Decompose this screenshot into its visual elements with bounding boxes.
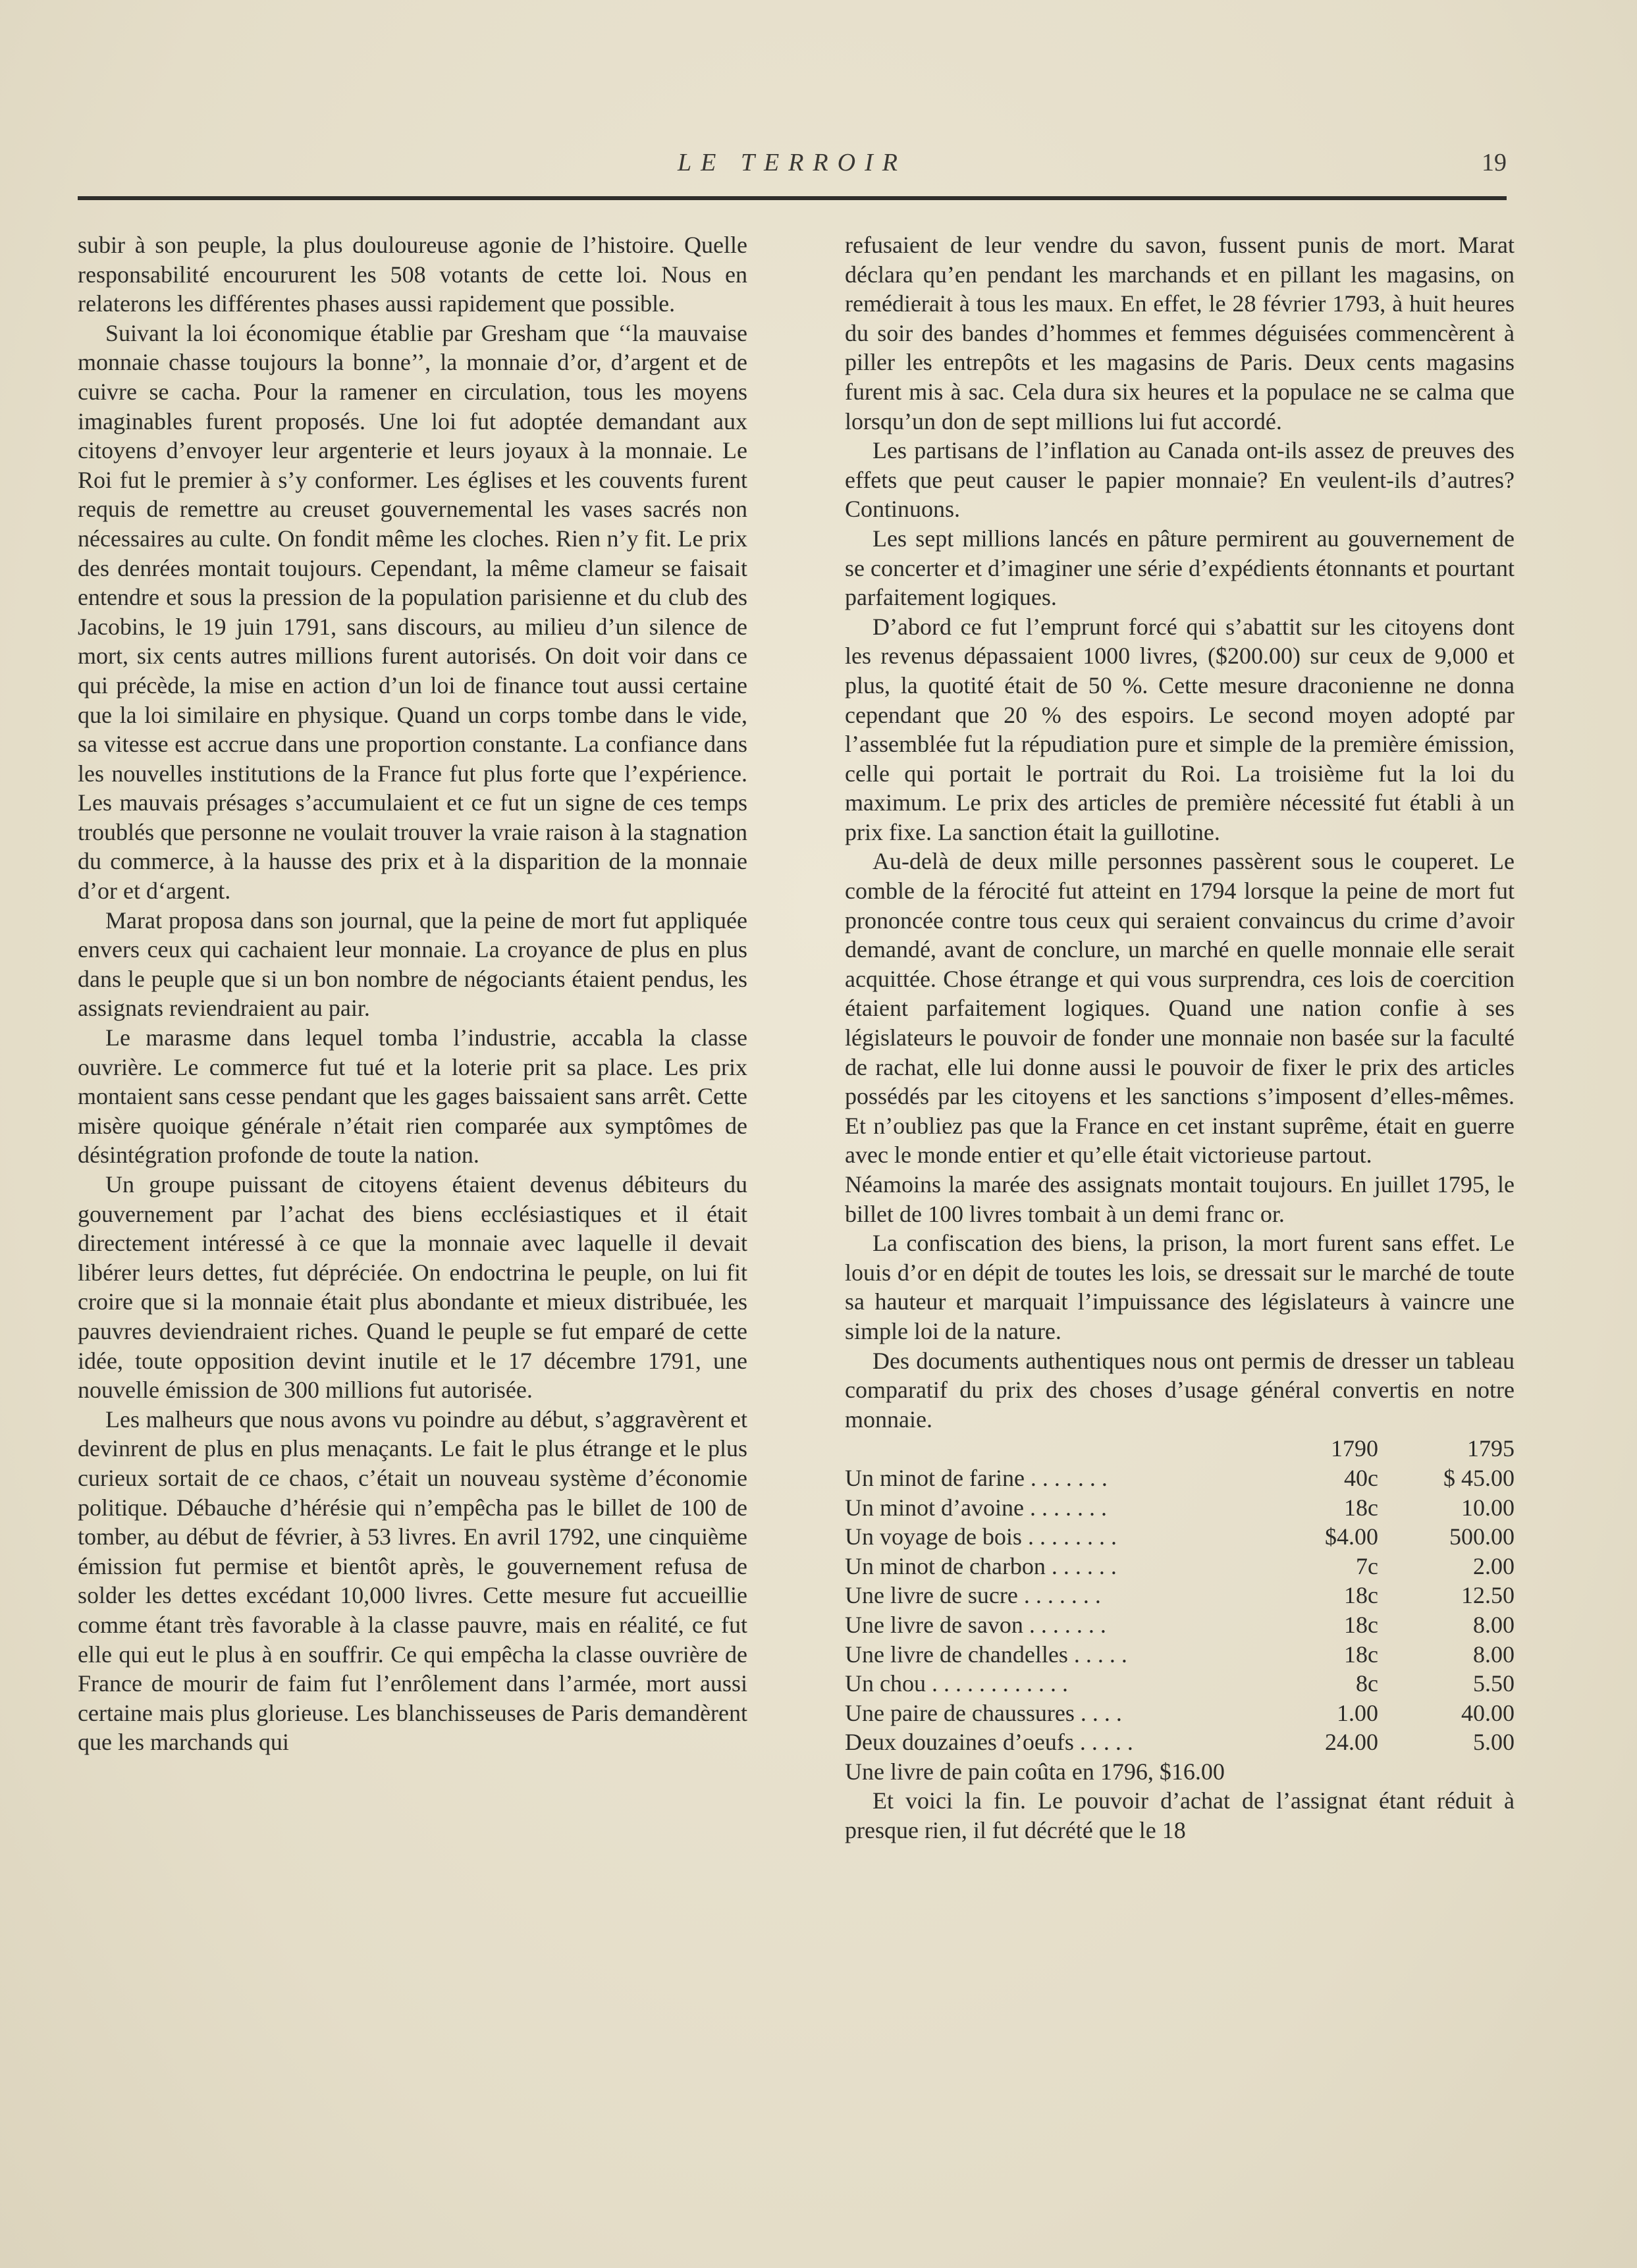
paragraph: subir à son peuple, la plus douloureuse agonie de l’histoire. Quelle responsabilité encoururent les 508 votants de cette loi. Nous en relaterons les différentes phases aussi rapidement que possible.: [78, 232, 747, 317]
price-item: Un minot d’avoine . . . . . . .: [845, 1494, 1107, 1521]
price-1795: 8.00: [1473, 1641, 1515, 1668]
price-1795: 5.50: [1473, 1670, 1515, 1697]
price-item: Un chou . . . . . . . . . . . .: [845, 1670, 1068, 1697]
price-row: [845, 1727, 1515, 1757]
price-item: Un voyage de bois . . . . . . . .: [845, 1523, 1117, 1550]
price-1795: 12.50: [1461, 1582, 1515, 1609]
right-column-text: [845, 230, 1515, 1434]
paragraph: Des documents authentiques nous ont permis de dresser un tableau comparatif du prix des choses d’usage général convertis en notre monnaie.: [845, 1347, 1515, 1433]
page-header: [78, 142, 1507, 188]
header-rule: [78, 196, 1507, 200]
price-1790: 24.00: [1325, 1729, 1378, 1756]
paragraph: Un groupe puissant de citoyens étaient devenus débiteurs du gouvernement par l’achat des biens ecclésiastiques et il était directement intéressé à ce que la monnaie avec laquelle il devait libérer leurs dettes, fut dépréciée. On endoctrina le peuple, on lui fit croire que si la monnaie était plus abondante et mieux distribuée, les pauvres deviendraient riches. Quand le peuple se fut emparé de cette idée, toute opposition devint inutile et le 17 décembre 1791, une nouvelle émission de 300 millions fut autorisée.: [78, 1171, 747, 1404]
price-comparison-table: [845, 1434, 1515, 1757]
price-1790: 7c: [1356, 1552, 1378, 1579]
left-column: [78, 230, 747, 1757]
price-1795: 500.00: [1449, 1523, 1515, 1550]
price-row: [845, 1699, 1515, 1728]
running-title: LE TERROIR: [678, 149, 907, 176]
paragraph: Suivant la loi économique établie par Gresham que ‘‘la mauvaise monnaie chasse toujours la bonne’’, la monnaie d’or, d’argent et de cuivre se cacha. Pour la ramener en circulation, tous les moyens imaginables furent proposés. Une loi fut adoptée demandant aux citoyens d’envoyer leur argenterie et leurs joyaux à la monnaie. Le Roi fut le premier à s’y conformer. Les églises et les couvents furent requis de remettre au creuset gouvernemental les vases sacrés non nécessaires au culte. On fondit même les cloches. Rien n’y fit. Le prix des denrées montait toujours. Cependant, la même clameur se faisait entendre et sous la pression de la population parisienne et du club des Jacobins, le 19 juin 1791, sans discours, au milieu d’un silence de mort, six cents autres millions furent autorisés. On doit voir dans ce qui précède, la mise en action d’un loi de finance tout aussi certaine que la loi similaire en physique. Quand un corps tombe dans le vide, sa vitesse est accrue dans une proportion constante. La confiance dans les nouvelles institutions de la France fut plus forte que l’expérience. Les mauvais présages s’accumulaient et ce fut un signe de ces temps troublés que personne ne voulait trouver la vraie raison à la stagnation du commerce, à la hausse des prix et à la disparition de la monnaie d’or et d‘argent.: [78, 319, 747, 905]
price-item: Une livre de chandelles . . . . .: [845, 1641, 1127, 1668]
right-column: [845, 230, 1515, 1845]
price-row: [845, 1464, 1515, 1493]
price-1795: 5.00: [1473, 1729, 1515, 1756]
price-1795: 2.00: [1473, 1552, 1515, 1579]
paragraph: Les partisans de l’inflation au Canada ont-ils assez de preuves des effets que peut causer le papier monnaie? En veulent-ils d’autres? Continuons.: [845, 437, 1515, 523]
price-item: Un minot de farine . . . . . . .: [845, 1464, 1108, 1491]
price-1790: 18c: [1344, 1582, 1378, 1609]
price-item: Une livre de savon . . . . . . .: [845, 1611, 1106, 1638]
price-1790: 18c: [1344, 1611, 1378, 1638]
after-table-text: [845, 1757, 1515, 1845]
year-1795-header: 1795: [1467, 1435, 1515, 1462]
paragraph: Les sept millions lancés en pâture permirent au gouvernement de se concerter et d’imaginer une série d’expédients étonnants et pourtant parfaitement logiques.: [845, 525, 1515, 611]
paragraph: Les malheurs que nous avons vu poindre au début, s’aggravèrent et devinrent de plus en plus menaçants. Le fait le plus étrange et le plus curieux sortait de ce chaos, c’était un nouveau système d’économie politique. Débauche d’hérésie qui n’empêcha pas le billet de 100 de tomber, au début de février, à 53 livres. En avril 1792, une cinquième émission fut permise et bientôt après, le gouvernement refusa de solder les dettes excédant 10,000 livres. Cette mesure fut accueillie comme étant très favorable à la classe pauvre, mais en réalité, ce fut elle qui eut le plus à en souffrir. Ce qui empêcha la classe ouvrière de France de mourir de faim fut l’enrôlement dans l’armée, mort aussi certaine mais plus glorieuse. Les blanchisseuses de Paris demandèrent que les marchands qui: [78, 1406, 747, 1756]
price-table-body: [845, 1464, 1515, 1757]
paragraph: Une livre de pain coûta en 1796, $16.00: [845, 1758, 1225, 1785]
price-row: [845, 1610, 1515, 1640]
paragraph: Et voici la fin. Le pouvoir d’achat de l’assignat étant réduit à presque rien, il fut décrété que le 18: [845, 1787, 1515, 1844]
price-1795: 40.00: [1461, 1699, 1515, 1726]
price-1795: $ 45.00: [1443, 1464, 1515, 1491]
price-1790: 40c: [1344, 1464, 1378, 1491]
price-row: [845, 1669, 1515, 1699]
price-item: Une paire de chaussures . . . .: [845, 1699, 1122, 1726]
paragraph: Néamoins la marée des assignats montait toujours. En juillet 1795, le billet de 100 livres tombait à un demi franc or.: [845, 1171, 1515, 1227]
paragraph: refusaient de leur vendre du savon, fussent punis de mort. Marat déclara qu’en pendant les marchands et en pillant les magasins, on remédierait à tous les maux. En effet, le 28 février 1793, à huit heures du soir des bandes d’hommes et femmes déguisées commencèrent à piller les entrepôts et les magasins de Paris. Deux cents magasins furent mis à sac. Cela dura six heures et la populace ne se calma que lorsqu’un don de sept millions lui fut accordé.: [845, 232, 1515, 435]
paragraph: Le marasme dans lequel tomba l’industrie, accabla la classe ouvrière. Le commerce fut tué et la loterie prit sa place. Les prix montaient sans cesse pendant que les gages baissaient sans arrêt. Cette misère quoique générale n’était rien comparée aux symptômes de désintégration profonde de toute la nation.: [78, 1024, 747, 1169]
price-table-header: [845, 1434, 1515, 1464]
price-item: Un minot de charbon . . . . . .: [845, 1552, 1117, 1579]
price-row: [845, 1522, 1515, 1552]
price-1790: 1.00: [1337, 1699, 1378, 1726]
paragraph: Marat proposa dans son journal, que la peine de mort fut appliquée envers ceux qui cachaient leur monnaie. La croyance de plus en plus dans le peuple que si un bon nombre de négociants étaient pendus, les assignats reviendraient au pair.: [78, 907, 747, 1022]
price-table-item-header: [845, 1434, 1266, 1464]
paragraph: La confiscation des biens, la prison, la mort furent sans effet. Le louis d’or en dépit de toutes les lois, se dressait sur le marché de toute sa hauteur et marquait l’impuissance des législateurs à vaincre une simple loi de la nature.: [845, 1230, 1515, 1344]
price-1790: 18c: [1344, 1494, 1378, 1521]
price-row: [845, 1493, 1515, 1523]
price-item: Une livre de sucre . . . . . . .: [845, 1582, 1101, 1609]
price-row: [845, 1552, 1515, 1581]
price-1790: 18c: [1344, 1641, 1378, 1668]
price-1795: 8.00: [1473, 1611, 1515, 1638]
price-1795: 10.00: [1461, 1494, 1515, 1521]
price-item: Deux douzaines d’oeufs . . . . .: [845, 1729, 1133, 1756]
price-1790: $4.00: [1325, 1523, 1378, 1550]
price-1790: 8c: [1356, 1670, 1378, 1697]
year-1790-header: 1790: [1331, 1435, 1378, 1462]
paragraph: D’abord ce fut l’emprunt forcé qui s’abattit sur les citoyens dont les revenus dépassaient 1000 livres, ($200.00) sur ceux de 9,000 et plus, la quotité était de 50 %. Cette mesure draconienne ne donna cependant que 20 % des espoirs. Le second moyen adopté par l’assemblée fut la répudiation pure et simple de la première émission, celle qui portait le portrait du Roi. La troisième fut la loi du maximum. Le prix des articles de première nécessité fut établi à un prix fixe. La sanction était la guillotine.: [845, 613, 1515, 845]
price-row: [845, 1581, 1515, 1610]
paragraph: Au-delà de deux mille personnes passèrent sous le couperet. Le comble de la férocité fut atteint en 1794 lorsque la peine de mort fut prononcée contre tous ceux qui seraient convaincus du crime d’avoir demandé, avant de conclure, un marché en quelle monnaie elle serait acquittée. Chose étrange et qui vous surprendra, ces lois de coercition étaient parfaitement logiques. Quand une nation confie à ses législateurs le pouvoir de fonder une monnaie non basée sur la faculté de rachat, elle lui donne aussi le pouvoir de fixer le prix des articles possédés par les citoyens et les sanctions s’imposent d’elles-mêmes. Et n’oubliez pas que la France en cet instant suprême, était en guerre avec le monde entier et qu’elle était victorieuse partout.: [845, 848, 1515, 1169]
price-row: [845, 1640, 1515, 1670]
page-number: 19: [1482, 149, 1507, 176]
